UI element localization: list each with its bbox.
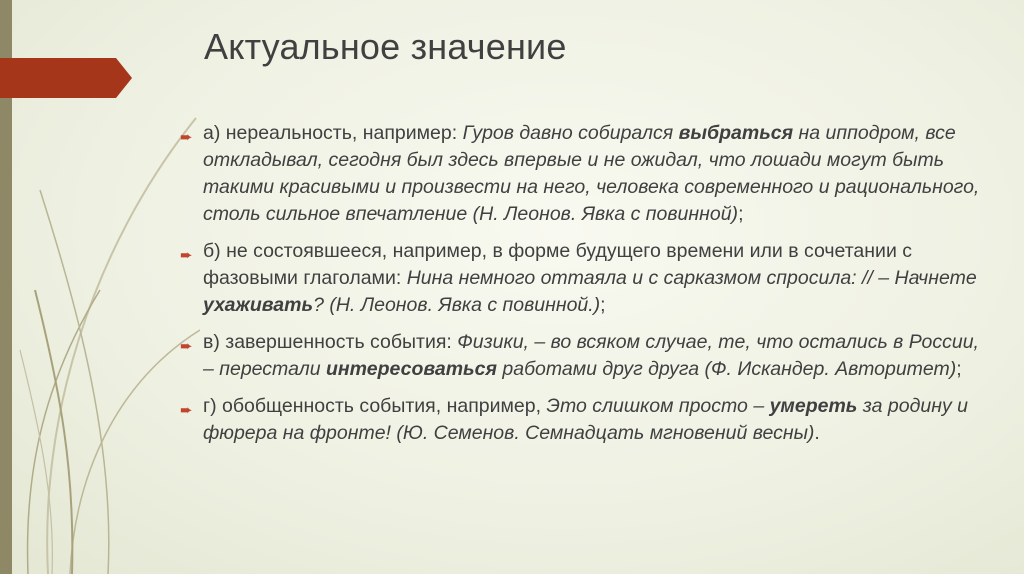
highlighted-verb: интересоваться [325,358,497,380]
item-end-punct: ; [600,294,606,316]
example-text-continued: ? (Н. Леонов. Явка с повинной.) [313,294,601,316]
arrow-bullet-icon: ➨ [180,247,193,264]
arrow-bullet-icon: ➨ [180,402,193,419]
item-end-punct: ; [738,203,744,225]
example-text-continued: за родину и фюрера на фронте! (Ю. Семенов. Семнадцать мгновений весны) [203,395,968,444]
example-text-continued: на ипподром, все откладывал, сегодня был здесь впервые и не ожидал, что лошади могут быть такими красивыми и произвести на него, человека современного и рационального, столь сильное впечатление (Н. Леонов. Явка с повинной) [203,122,980,225]
example-text-continued: работами друг друга (Ф. Искандер. Авторитет) [496,358,957,380]
example-text: Физики, – во всяком случае, те, что остались в России, – перестали [203,331,979,380]
list-item [180,238,980,319]
highlighted-verb: умереть [769,395,858,417]
example-text: Это слишком просто – [546,395,770,417]
example-text: Гуров давно собирался [462,122,679,144]
highlighted-verb: выбраться [678,122,794,144]
item-end-punct: ; [956,358,962,380]
list-item [180,120,980,228]
list-item [180,393,980,447]
bullet-list [180,120,980,457]
item-end-punct: . [814,422,820,444]
title-ribbon [0,58,132,98]
list-item [180,329,980,383]
item-label: а) нереальность, например: [203,122,463,144]
item-label: г) обобщенность события, например, [203,395,547,417]
item-label: в) завершенность события: [203,331,458,353]
item-label: б) не состоявшееся, например, в форме будущего времени или в сочетании с фазовыми глаголами: [203,240,912,289]
page-title: Актуальное значение [204,26,567,67]
arrow-bullet-icon: ➨ [180,129,193,146]
arrow-bullet-icon: ➨ [180,338,193,355]
example-text: Нина немного оттаяла и с сарказмом спросила: // – Начнете [406,267,977,289]
highlighted-verb: ухаживать [203,294,314,316]
